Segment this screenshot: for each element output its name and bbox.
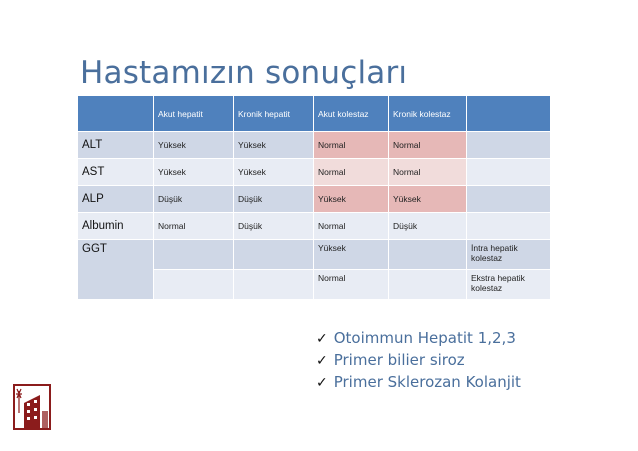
checklist-item (316, 328, 521, 350)
table-row-ast (78, 159, 551, 186)
table-cell: Yüksek (314, 186, 389, 213)
table-cell: Normal (314, 159, 389, 186)
checklist-label: Primer Sklerozan Kolanjit (333, 373, 521, 391)
table-cell (467, 186, 551, 213)
checkmark-icon: ✓ (316, 353, 328, 369)
table-row-ggt (78, 240, 551, 270)
table-cell: Düşük (154, 186, 234, 213)
table-cell: Yüksek (314, 240, 389, 270)
row-label: Albumin (78, 213, 154, 240)
table-cell (467, 159, 551, 186)
table-cell: Normal (154, 213, 234, 240)
table-cell: İntra hepatik kolestaz (467, 240, 551, 270)
table-cell (234, 240, 314, 270)
row-label: ALP (78, 186, 154, 213)
table-cell: Normal (389, 159, 467, 186)
table-cell: Normal (314, 132, 389, 159)
results-table (77, 95, 551, 300)
slide-title: Hastamızın sonuçları (80, 55, 408, 91)
table-cell: Düşük (389, 213, 467, 240)
table-cell (467, 132, 551, 159)
row-label: ALT (78, 132, 154, 159)
header-cell-akut-kolestaz: Akut kolestaz (314, 96, 389, 132)
table-cell (389, 240, 467, 270)
table-cell (389, 270, 467, 300)
diagnosis-checklist (316, 328, 521, 394)
table-cell: Düşük (234, 186, 314, 213)
table-cell: Yüksek (234, 159, 314, 186)
table-row-alp (78, 186, 551, 213)
table-cell (234, 270, 314, 300)
row-label: AST (78, 159, 154, 186)
row-label: GGT (78, 240, 154, 300)
table-cell: Yüksek (154, 132, 234, 159)
checklist-item (316, 372, 521, 394)
table-row-albumin (78, 213, 551, 240)
table-cell (467, 213, 551, 240)
table-cell: Düşük (234, 213, 314, 240)
checkmark-icon: ✓ (316, 331, 328, 347)
table-cell (154, 240, 234, 270)
table-cell: Normal (314, 270, 389, 300)
header-cell (78, 96, 154, 132)
checklist-label: Primer bilier siroz (333, 351, 465, 369)
table-cell: Yüksek (389, 186, 467, 213)
table-cell: Ekstra hepatik kolestaz (467, 270, 551, 300)
table-row-alt (78, 132, 551, 159)
table-cell: Yüksek (234, 132, 314, 159)
table-cell: Normal (314, 213, 389, 240)
table-header-row (78, 96, 551, 132)
checklist-label: Otoimmun Hepatit 1,2,3 (333, 329, 516, 347)
header-cell-kronik-hepatit: Kronik hepatit (234, 96, 314, 132)
institution-logo (10, 383, 54, 431)
checkmark-icon: ✓ (316, 375, 328, 391)
header-cell-kronik-kolestaz: Kronik kolestaz (389, 96, 467, 132)
table-cell (154, 270, 234, 300)
checklist-item (316, 350, 521, 372)
table-cell: Yüksek (154, 159, 234, 186)
header-cell (467, 96, 551, 132)
table-cell: Normal (389, 132, 467, 159)
header-cell-akut-hepatit: Akut hepatit (154, 96, 234, 132)
